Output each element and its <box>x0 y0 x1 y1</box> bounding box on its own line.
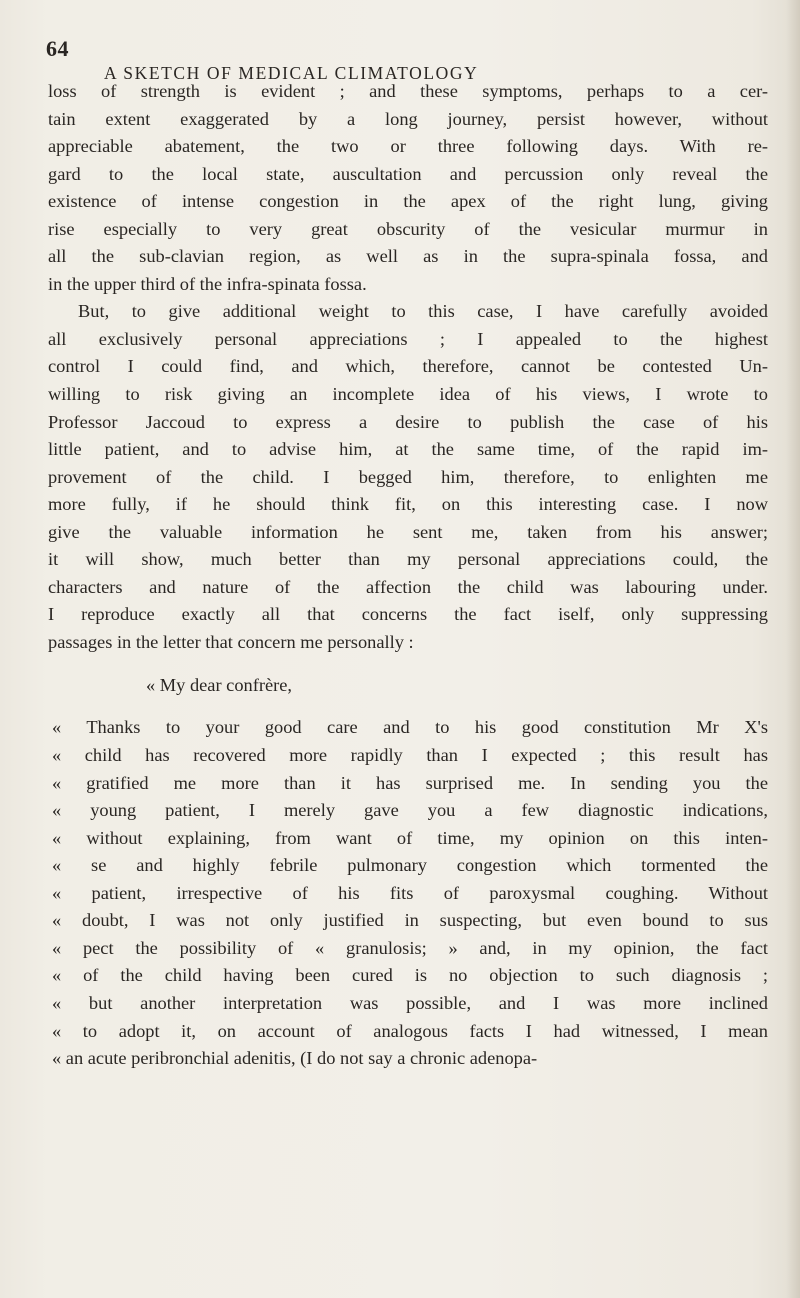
letter-line: « an acute peribronchial adenitis, (I do not say a chronic adenopa- <box>52 1048 538 1069</box>
text-line: little patient, and to advise him, at the same time, of the rapid im- <box>48 439 768 460</box>
text-line: passages in the letter that concern me personally : <box>48 631 414 652</box>
text-line: it will show, much better than my personal appreciations could, the <box>48 549 768 570</box>
text-line: Professor Jaccoud to express a desire to publish the case of his <box>48 411 768 432</box>
spacer <box>48 656 768 670</box>
text-line: more fully, if he should think fit, on this interesting case. I now <box>48 494 768 515</box>
paragraph-1 <box>48 78 768 298</box>
text-line: I reproduce exactly all that concerns the fact iself, only suppressing <box>48 604 768 625</box>
text-line: give the valuable information he sent me, taken from his answer; <box>48 521 768 542</box>
page-body <box>48 78 768 1073</box>
text-line: But, to give additional weight to this case, I have carefully avoided <box>78 301 768 322</box>
text-line: gard to the local state, auscultation and percussion only reveal the <box>48 163 768 184</box>
letter-line: « without explaining, from want of time, my opinion on this inten- <box>52 827 768 848</box>
letter-line: « young patient, I merely gave you a few diagnostic indications, <box>52 800 768 821</box>
letter-line: « doubt, I was not only justified in suspecting, but even bound to sus <box>52 910 768 931</box>
text-line: characters and nature of the affection the child was labouring under. <box>48 576 768 597</box>
text-line: appreciable abatement, the two or three following days. With re- <box>48 136 768 157</box>
paragraph-2 <box>48 298 768 656</box>
text-line: existence of intense congestion in the apex of the right lung, giving <box>48 191 768 212</box>
text-line: tain extent exaggerated by a long journey, persist however, without <box>48 108 768 129</box>
letter-line: « Thanks to your good care and to his good constitution Mr X's <box>52 717 768 738</box>
text-line: rise especially to very great obscurity of the vesicular murmur in <box>48 218 768 239</box>
text-line: all exclusively personal appreciations ; I appealed to the highest <box>48 328 768 349</box>
letter-salutation: « My dear confrère, <box>146 675 293 696</box>
letter-line: « gratified me more than it has surprised me. In sending you the <box>52 772 768 793</box>
spacer <box>48 700 768 714</box>
text-line: in the upper third of the infra-spinata fossa. <box>48 273 367 294</box>
page-number: 64 <box>46 36 69 61</box>
letter-line: « child has recovered more rapidly than I expected ; this result has <box>52 745 768 766</box>
text-line: provement of the child. I begged him, therefore, to enlighten me <box>48 466 768 487</box>
text-line: willing to risk giving an incomplete idea of his views, I wrote to <box>48 384 768 405</box>
text-line: control I could find, and which, therefore, cannot be contested Un- <box>48 356 768 377</box>
running-head: A SKETCH OF MEDICAL CLIMATOLOGY <box>104 63 479 83</box>
letter-line: « pect the possibility of « granulosis; » and, in my opinion, the fact <box>52 937 768 958</box>
quoted-letter <box>48 714 768 1072</box>
page-header <box>46 22 766 83</box>
letter-line: « but another interpretation was possible, and I was more inclined <box>52 992 768 1013</box>
letter-line: « patient, irrespective of his fits of paroxysmal coughing. Without <box>52 882 768 903</box>
letter-line: « to adopt it, on account of analogous facts I had witnessed, I mean <box>52 1020 768 1041</box>
text-line: all the sub-clavian region, as well as in the supra-spinala fossa, and <box>48 246 768 267</box>
page-edge-shadow <box>786 0 800 1298</box>
text-line: loss of strength is evident ; and these symptoms, perhaps to a cer- <box>48 81 768 101</box>
letter-line: « of the child having been cured is no objection to such diagnosis ; <box>52 965 768 986</box>
letter-line: « se and highly febrile pulmonary congestion which tormented the <box>52 855 768 876</box>
